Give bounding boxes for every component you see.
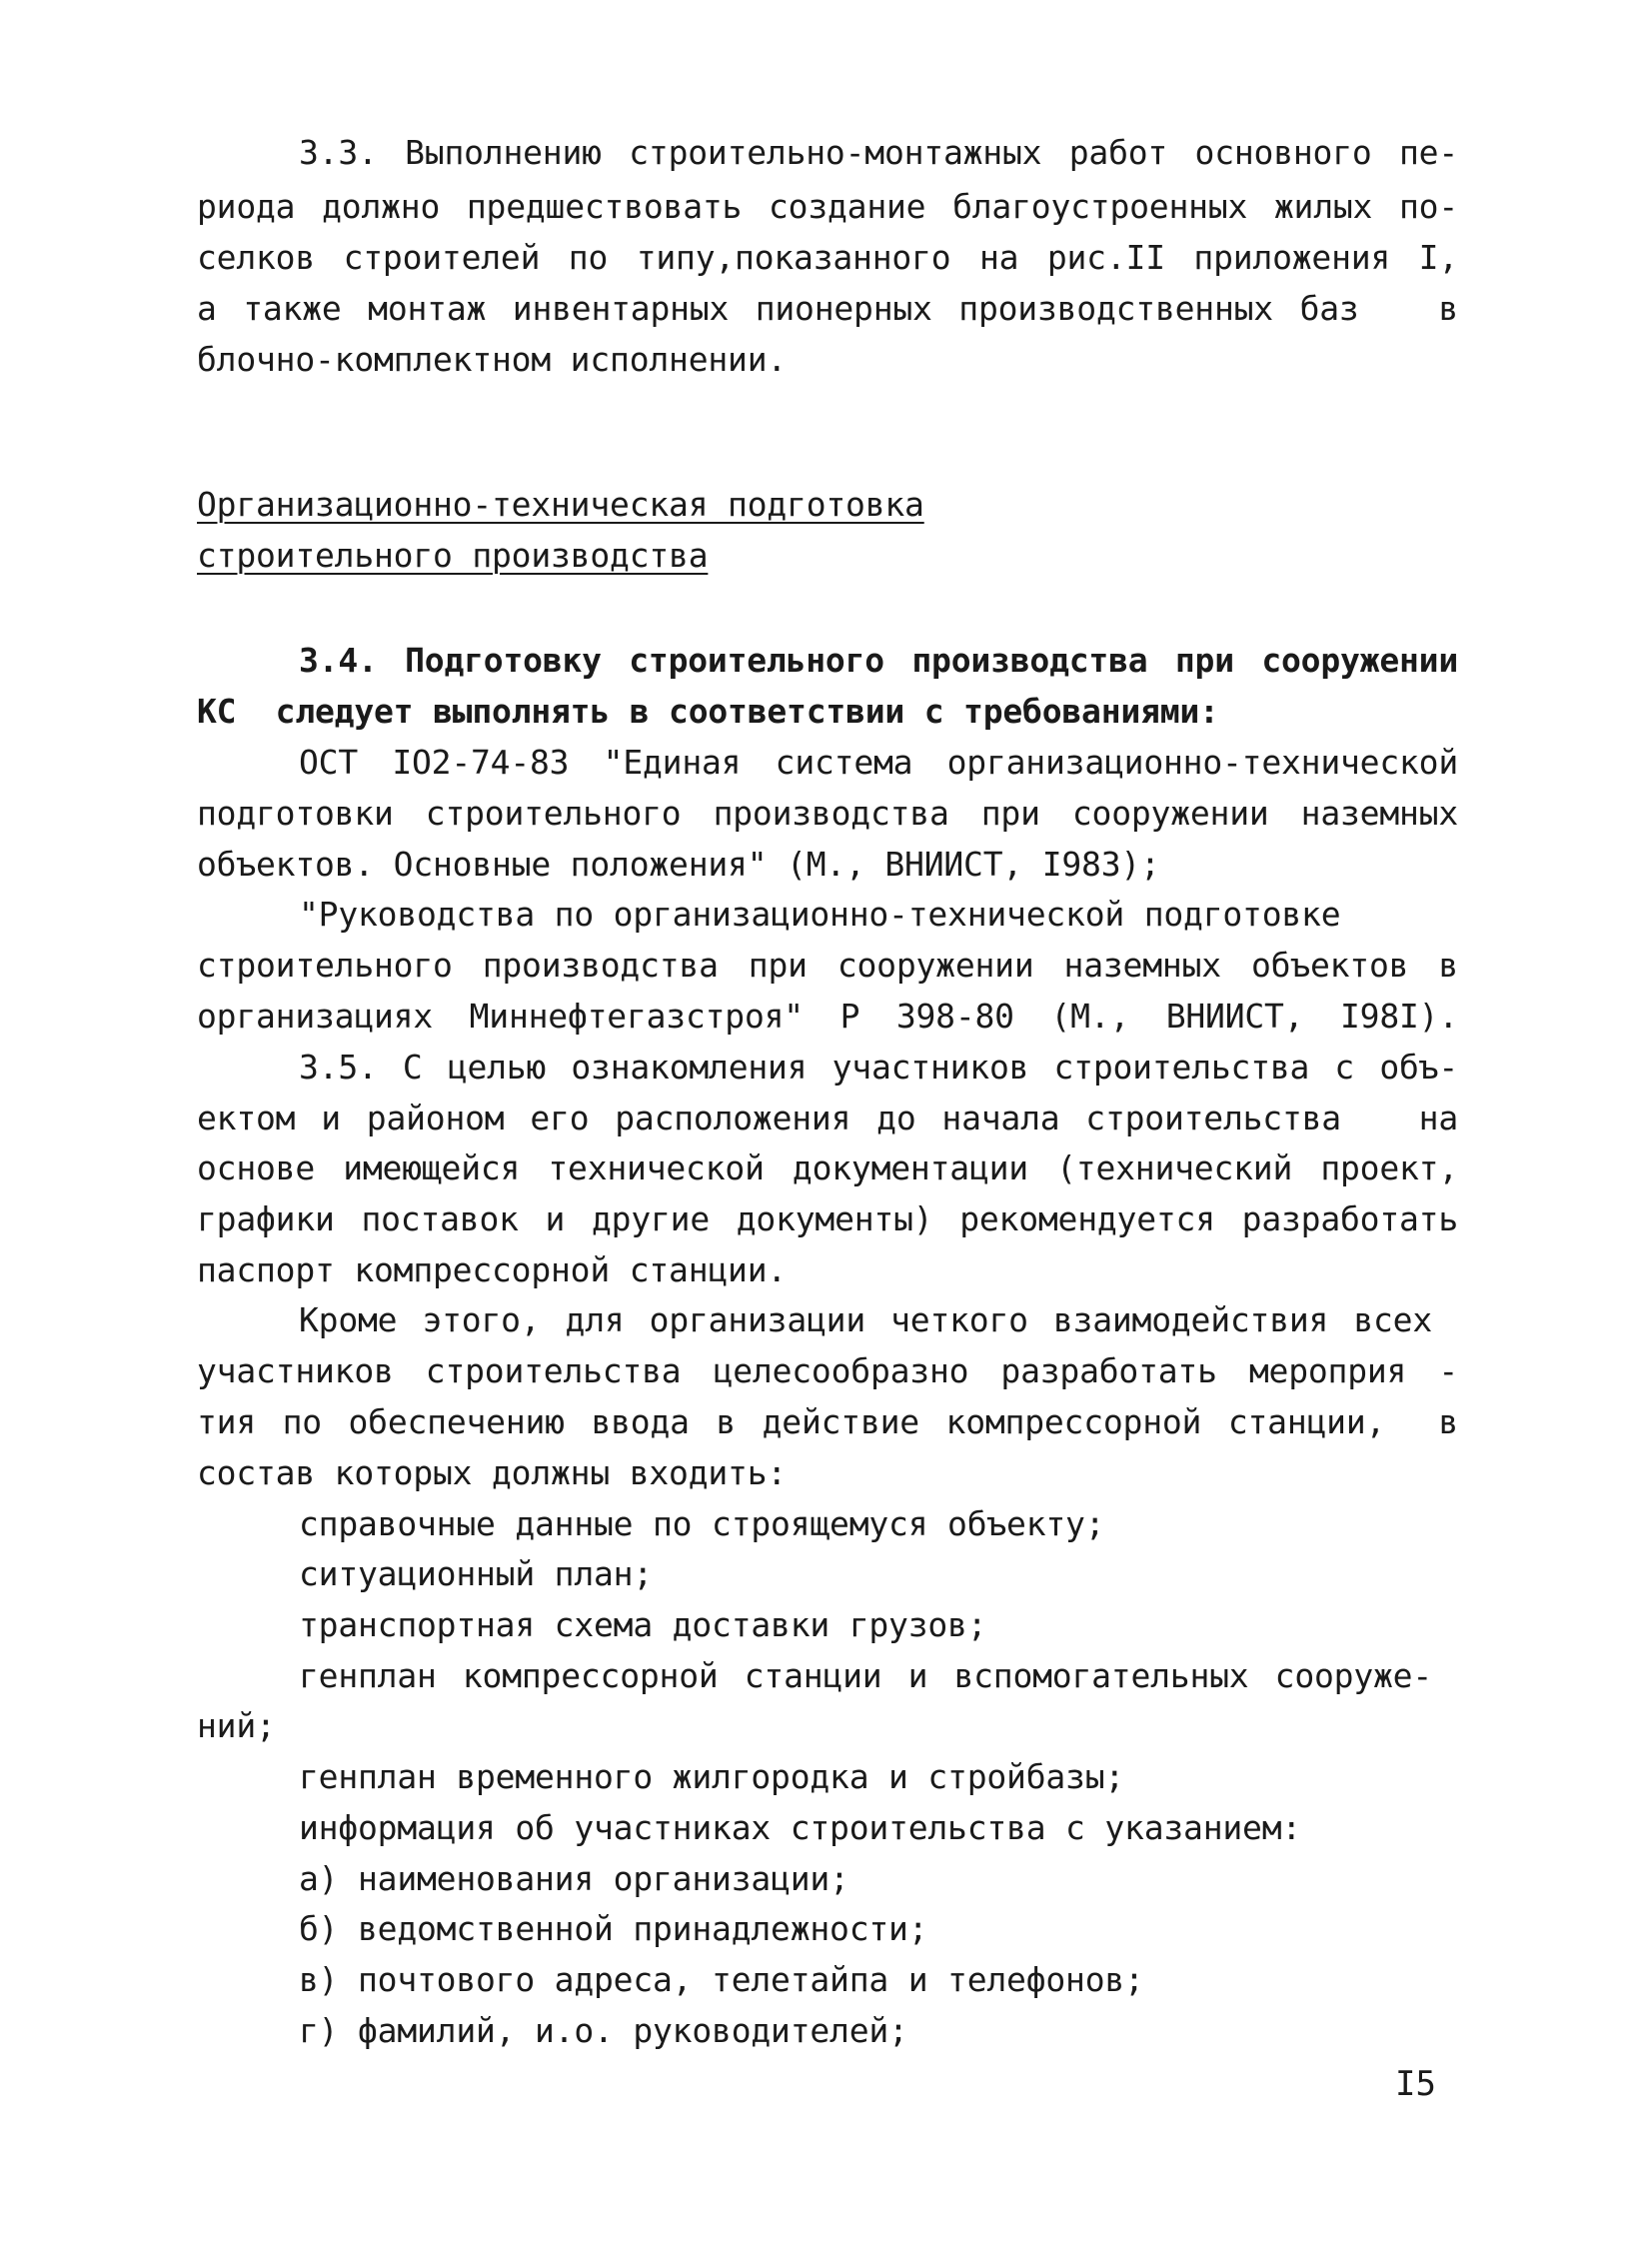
p34-line-7: строительного производства при сооружении наземных объектов в	[197, 946, 1458, 985]
list-item: справочные данные по строящемуся объекту;	[299, 1504, 1105, 1543]
p33-line-1: 3.3. Выполнению строительно-монтажных работ основного пе-	[299, 133, 1458, 172]
p33-line-5: блочно-комплектном исполнении.	[197, 340, 788, 379]
p36-line-2: участников строительства целесообразно разработать мероприя -	[197, 1351, 1458, 1390]
p33-line-4: а также монтаж инвентарных пионерных производственных баз в	[197, 289, 1458, 328]
page-number: I5	[1395, 2064, 1436, 2104]
p34-line-8: организациях Миннефтегазстроя" Р 398-80 (М., ВНИИСТ, I98I).	[197, 997, 1458, 1036]
p35-line-5: паспорт компрессорной станции.	[197, 1250, 788, 1289]
p35-line-1: 3.5. С целью ознакомления участников строительства с объ-	[299, 1048, 1458, 1087]
p34-line-3: ОСТ IО2-74-83 "Единая система организационно-технической	[299, 743, 1458, 782]
p34-line-4: подготовки строительного производства при сооружении наземных	[197, 794, 1458, 833]
p34-line-5: объектов. Основные положения" (М., ВНИИСТ, I983);	[197, 845, 1160, 884]
p34-line-1: 3.4. Подготовку строительного производства при сооружении	[299, 641, 1458, 680]
p35-line-3: основе имеющейся технической документации (технический проект,	[197, 1148, 1458, 1187]
list-item: ситуационный план;	[299, 1554, 654, 1593]
p36-line-3: тия по обеспечению ввода в действие компрессорной станции, в	[197, 1402, 1458, 1441]
list-item: генплан компрессорной станции и вспомогательных сооруже-	[299, 1656, 1432, 1695]
p36-line-1: Кроме этого, для организации четкого взаимодействия всех	[299, 1300, 1432, 1339]
list-item: транспортная схема доставки грузов;	[299, 1605, 987, 1644]
p34-line-2: КС следует выполнять в соответствии с требованиями:	[197, 692, 1219, 731]
p34-line-6: "Руководства по организационно-технической подготовке	[299, 895, 1341, 934]
section-heading-line-1: Организационно-техническая подготовка	[197, 485, 924, 524]
section-heading-line-2: строительного производства	[197, 536, 709, 575]
p35-line-4: графики поставок и другие документы) рекомендуется разработать	[197, 1199, 1458, 1238]
list-subitem: б) ведомственной принадлежности;	[299, 1909, 928, 1948]
p33-line-3: селков строителей по типу,показанного на рис.II приложения I,	[197, 238, 1458, 277]
p33-line-2: риода должно предшествовать создание благоустроенных жилых по-	[197, 187, 1458, 226]
list-subitem: г) фамилий, и.о. руководителей;	[299, 2011, 908, 2050]
p35-line-2: ектом и районом его расположения до начала строительства на	[197, 1099, 1458, 1137]
list-subitem: в) почтового адреса, телетайпа и телефонов;	[299, 1960, 1144, 1999]
list-item-continuation: ний;	[197, 1706, 276, 1745]
list-item: генплан временного жилгородка и стройбазы;	[299, 1757, 1125, 1796]
p36-line-4: состав которых должны входить:	[197, 1453, 788, 1492]
list-item: информация об участниках строительства с указанием:	[299, 1808, 1302, 1847]
list-subitem: а) наименования организации;	[299, 1859, 849, 1898]
